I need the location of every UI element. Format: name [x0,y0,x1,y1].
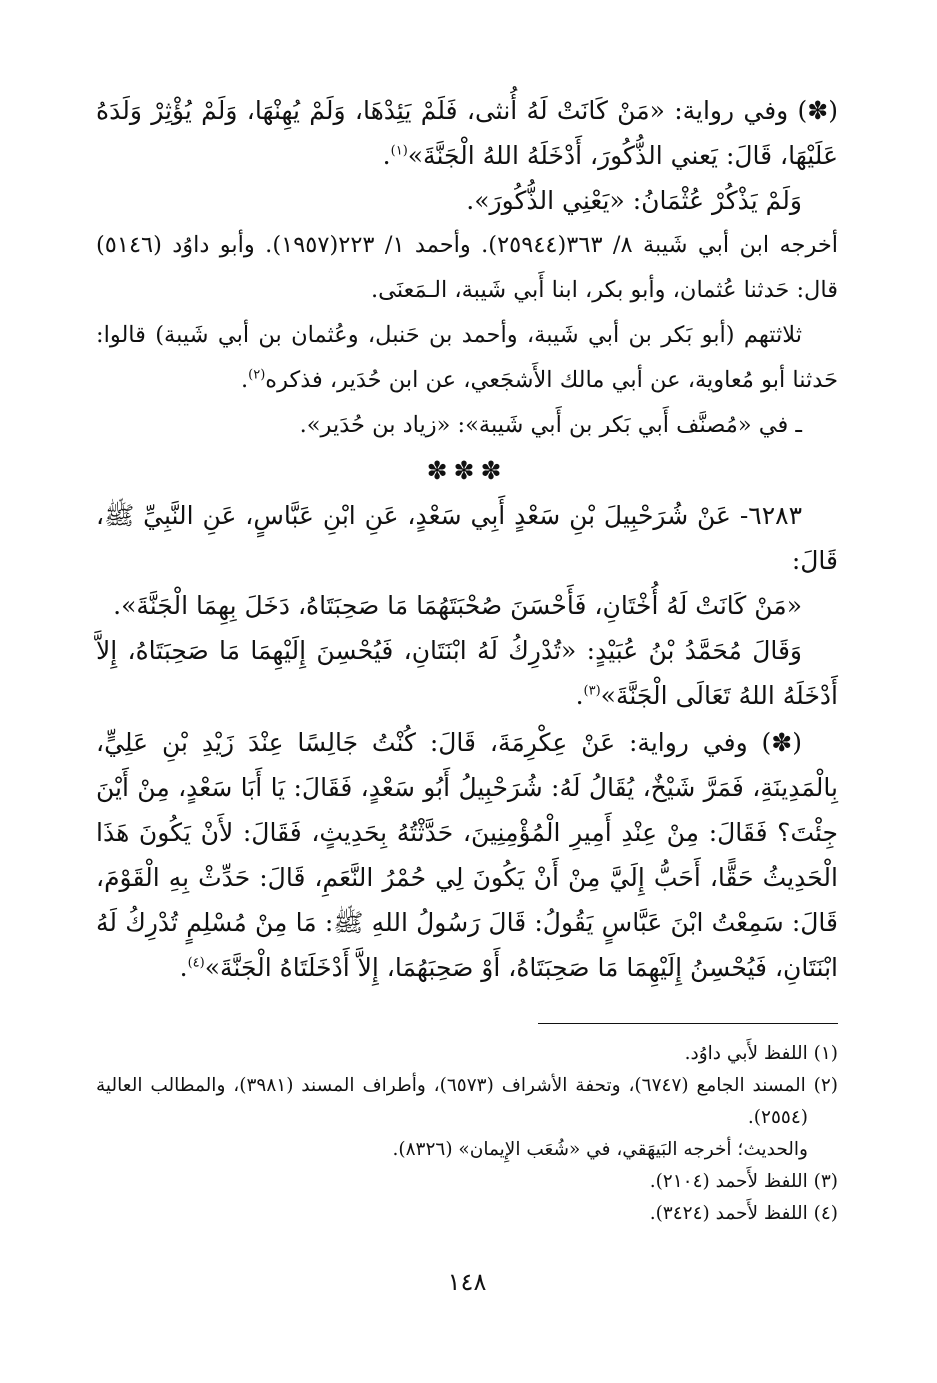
paragraph-text: أخرجه ابن أبي شَيبة ٨/ ٣٦٣(٢٥٩٤٤). وأحمد ١/ ٢٢٣(١٩٥٧). وأبو داوُد (٥١٤٦) قال: حَدثنا عُثمان، وأبو بكر، ابنا أَبي شَيبة، الـمَعنَى. [96,232,839,303]
hadith-6283-variant: وَقَالَ مُحَمَّدُ بْنُ عُبَيْدٍ: «تُدْرِكُ لَهُ ابْنَتَانِ، فَيُحْسِنَ إِلَيْهِمَا مَا صَحِبَتَاهُ، إِلاَّ أَدْخَلَهُ اللهُ تَعَالَى الْجَنَّةَ»$^{(٣)}$. [96,636,838,710]
section-separator: ✽✽✽ [426,456,508,485]
footnote-3: (٣) اللفظ لأَحمد (٢١٠٤). [649,1171,838,1192]
footnote-ref: (٢) [248,367,266,383]
hadith-6283-heading [96,493,838,583]
main-text [96,88,838,990]
page-number: ١٤٨ [447,1268,487,1296]
footnote-4: (٤) اللفظ لأَحمد (٣٤٢٤). [649,1203,838,1224]
paragraph-riwaya-2: (✽) وفي رواية: عَنْ عِكْرِمَةَ، قَالَ: كُنْتُ جَالِسًا عِنْدَ زَيْدِ بْنِ عَلِيٍّ، بِالْمَدِينَةِ، فَمَرَّ شَيْخٌ، يُقَالُ لَهُ: شُرَحْبِيلُ أَبُو سَعْدٍ، فَقَالَ: يَا أَبَا سَعْدٍ، مِنْ أَيْنَ جِئْتَ؟ فَقَالَ: مِنْ عِنْدِ أَمِيرِ الْمُؤْمِنِينَ، حَدَّثْتُهُ بِحَدِيثٍ، فَقَالَ: لأَنْ يَكُونَ هَذَا الْحَدِيثُ حَقًّا، أَحَبُّ إِلَيَّ مِنْ أَنْ يَكُونَ لِي حُمْرُ النَّعَمِ، قَالَ: حَدِّثْ بِهِ الْقَوْمَ، قَالَ: سَمِعْتُ ابْنَ عَبَّاسٍ يَقُولُ: قَالَ رَسُولُ اللهِ ﷺ: مَا مِنْ مُسْلِمٍ تُدْرِكُ لَهُ ابْنَتَانِ، فَيُحْسِنُ إِلَيْهِمَا مَا صَحِبَتَاهُ، أَوْ صَحِبَهُمَا، إِلاَّ أَدْخَلَتَاهُ الْجَنَّةَ»$^{(٤)}$. [96,728,838,982]
document-page [96,88,838,1328]
paragraph-note-uthman [96,178,838,223]
footnote-2: (٢) المسند الجامع (٦٧٤٧)، وتحفة الأشراف (٦٥٧٣)، وأطراف المسند (٣٩٨١)، والمطالب العالية (٢٥٥٤). [96,1075,839,1128]
footnote-divider [538,1023,838,1024]
footnote-1: (١) اللفظ لأَبي داوُد. [684,1043,838,1064]
paragraph-text: (✽) وفي رواية: «مَنْ كَانَتْ لَهُ أُنثى، فَلَمْ يَئِدْهَا، وَلَمْ يُهِنْهَا، وَلَمْ يُؤْثِرْ وَلَدَهُ عَلَيْهَا، قَالَ: يَعني الذُّكُورَ، أَدْخَلَهُ اللهُ الْجَنَّةَ» [96,96,838,170]
paragraph-text: ثلاثتهم (أبو بَكر بن أبي شَيبة، وأحمد بن حَنبل، وعُثمان بن أبي شَيبة) قالوا: حَدثنا أبو مُعاوية، عن أبي مالك الأَشجَعي، عن ابن حُدَير، فذكره [96,322,838,393]
paragraph-text: ـ في «مُصنَّف أَبي بَكر بن أَبي شَيبة»: «زياد بن حُدَير». [299,412,802,438]
paragraph-riwaya-1: (✽) وفي رواية: «مَنْ كَانَتْ لَهُ أُنثى، فَلَمْ يَئِدْهَا، وَلَمْ يُهِنْهَا، وَلَمْ يُؤْثِرْ وَلَدَهُ عَلَيْهَا، قَالَ: يَعني الذُّكُورَ، أَدْخَلَهُ اللهُ الْجَنَّةَ»$^{(١)}$. [96,96,838,170]
footnote-ref: (١) [390,143,408,159]
paragraph-isnad: ثلاثتهم (أبو بَكر بن أبي شَيبة، وأحمد بن حَنبل، وعُثمان بن أبي شَيبة) قالوا: حَدثنا أبو مُعاوية، عن أبي مالك الأَشجَعي، عن ابن حُدَير، فذكره$^{(٢)}$. [96,322,838,393]
paragraph-text: (✽) وفي رواية: عَنْ عِكْرِمَةَ، قَالَ: كُنْتُ جَالِسًا عِنْدَ زَيْدِ بْنِ عَلِيٍّ، بِالْمَدِينَةِ، فَمَرَّ شَيْخٌ، يُقَالُ لَهُ: شُرَحْبِيلُ أَبُو سَعْدٍ، فَقَالَ: يَا أَبَا سَعْدٍ، مِنْ أَيْنَ جِئْتَ؟ فَقَالَ: مِنْ عِنْدِ أَمِيرِ الْمُؤْمِنِينَ، حَدَّثْتُهُ بِحَدِيثٍ، فَقَالَ: لأَنْ يَكُونَ هَذَا الْحَدِيثُ حَقًّا، أَحَبُّ إِلَيَّ مِنْ أَنْ يَكُونَ لِي حُمْرُ النَّعَمِ، قَالَ: حَدِّثْ بِهِ الْقَوْمَ، قَالَ: سَمِعْتُ ابْنَ عَبَّاسٍ يَقُولُ: قَالَ رَسُولُ اللهِ ﷺ: مَا مِنْ مُسْلِمٍ تُدْرِكُ لَهُ ابْنَتَانِ، فَيُحْسِنُ إِلَيْهِمَا مَا صَحِبَتَاهُ، أَوْ صَحِبَهُمَا، إِلاَّ أَدْخَلَتَاهُ الْجَنَّةَ» [96,728,838,982]
paragraph-text: وَلَمْ يَذْكُرْ عُثْمَانُ: «يَعْنِي الذُّكُورَ». [466,186,802,215]
footnotes [96,1038,838,1230]
footnote-2-continuation: والحديث؛ أخرجه البَيهَقي، في «شُعَب الإِيمان» (٨٣٢٦). [392,1139,808,1160]
paragraph-text: «مَنْ كَانَتْ لَهُ أُخْتَانِ، فَأَحْسَنَ صُحْبَتَهُمَا مَا صَحِبَتَاهُ، دَخَلَ بِهِمَا الْجَنَّةَ». [113,591,802,620]
paragraph-musannaf-note [96,403,838,448]
hadith-6283-matn [96,583,838,628]
footnote-ref: (٤) [187,955,205,971]
paragraph-takhrij [96,223,838,313]
footnote-ref: (٣) [583,683,601,699]
paragraph-text: وَقَالَ مُحَمَّدُ بْنُ عُبَيْدٍ: «تُدْرِكُ لَهُ ابْنَتَانِ، فَيُحْسِنَ إِلَيْهِمَا مَا صَحِبَتَاهُ، إِلاَّ أَدْخَلَهُ اللهُ تَعَالَى الْجَنَّةَ» [96,636,838,710]
paragraph-text: ٦٢٨٣- عَنْ شُرَحْبِيلَ بْنِ سَعْدٍ أَبِي سَعْدٍ، عَنِ ابْنِ عَبَّاسٍ، عَنِ النَّبِيِّ ﷺ، قَالَ: [96,501,838,575]
